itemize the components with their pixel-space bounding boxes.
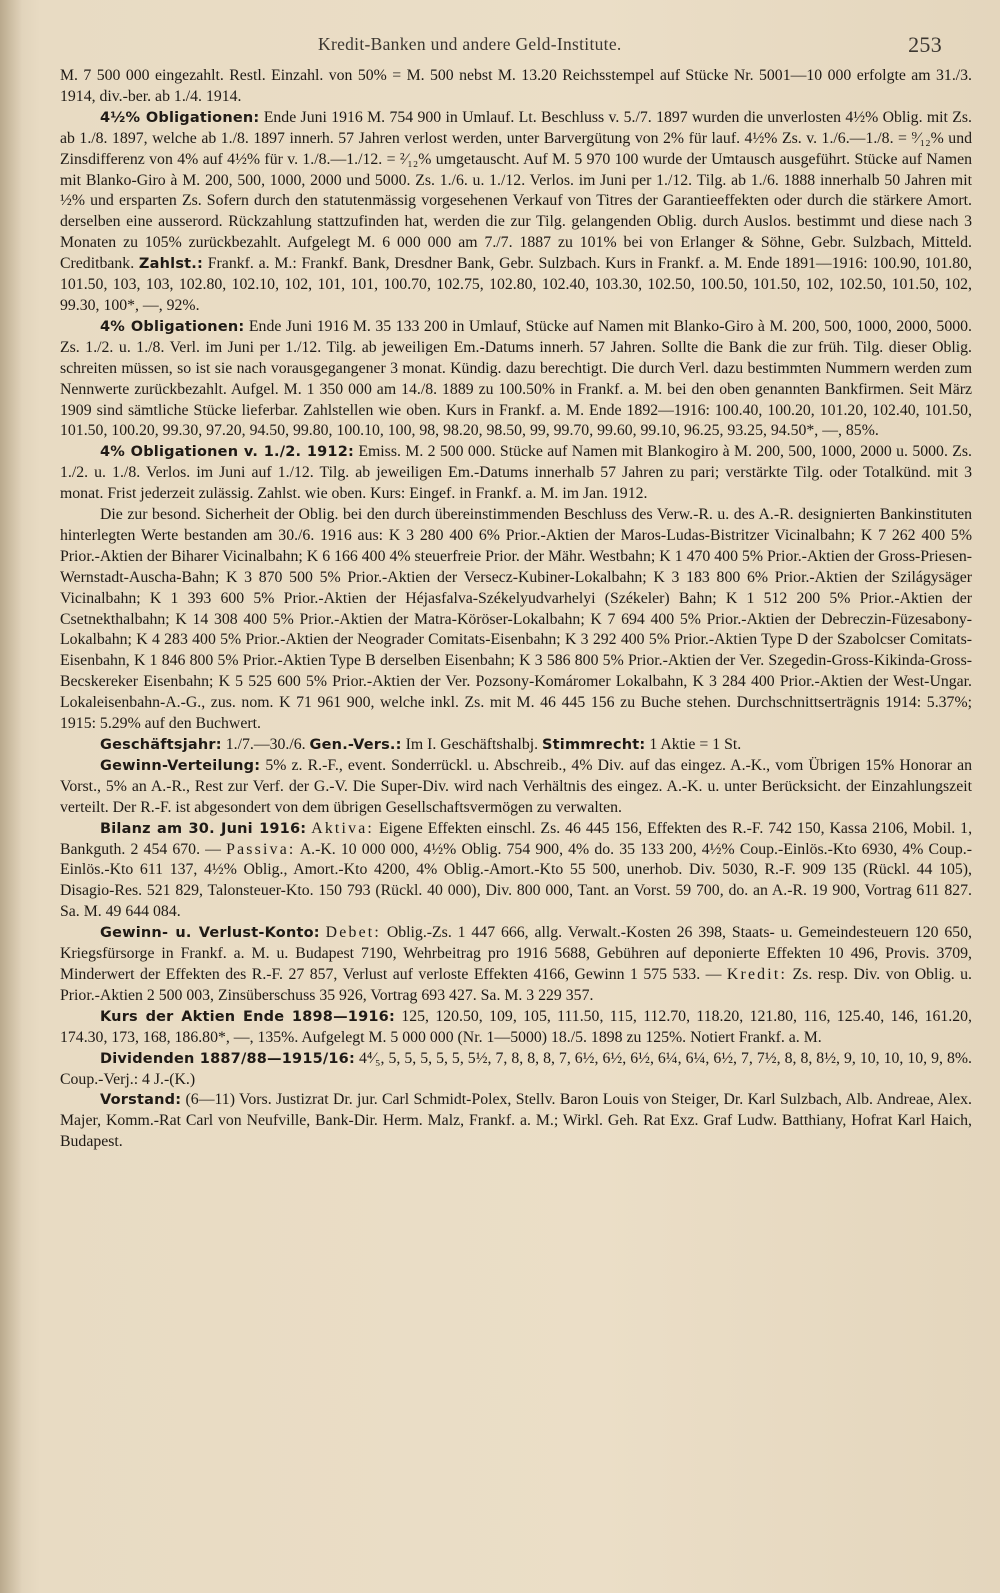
section-heading: Zahlst.:	[138, 256, 203, 273]
paragraph-text: (6—11) Vors. Justizrat Dr. jur. Carl Schmidt-Polex, Stellv. Baron Louis von Steiger, Dr. Karl Sulzbach, Alb. Andreae, Alex. Majer, Komm.-Rat Carl von Neufville, Bank-Dir. Herm. Malz, Frankf. a. M.; Wirkl. Geh. Rat Exz. Graf Ludw. Batthiany, Hofrat Karl Haich, Budapest.	[60, 1091, 972, 1151]
paragraph-text: Die zur besond. Sicherheit der Oblig. bei den durch übereinstimmenden Beschluss des Verw.-R. u. des A.-R. designierten Bankinstituten hinterlegten Werte bestanden am 30./6. 1916 aus: K 3 280 400 6% Prior.-Aktien der Maros-Ludas-Bistritzer Vicinalbahn; K 7 262 400 5% Prior.-Aktien der Biharer Vicinalbahn; K 6 166 400 4% steuerfreie Prior. der Mähr. Westbahn; K 1 470 400 5% Prior.-Aktien der Gross-Priesen-Wernstadt-Auscha-Bahn; K 3 870 500 5% Prior.-Aktien der Versecz-Kubiner-Lokalbahn; K 3 183 800 6% Prior.-Aktien der Szilágysäger Vicinalbahn; K 1 393 600 5% Prior.-Aktien der Héjasfalva-Székelyudvarhelyi (Székeler) Bahn; K 1 512 200 5% Prior.-Aktien der Csetnekthalbahn; K 14 308 400 5% Prior.-Aktien der Matra-Köröser-Lokalbahn; K 7 694 400 5% Prior.-Aktien der Debreczin-Füzesabony-Lokalbahn; K 4 283 400 5% Prior.-Aktien der Neograder Comitats-Eisenbahn; K 3 292 400 5% Prior.-Aktien Type D der Szabolcser Comitats-Eisenbahn, K 1 846 800 5% Prior.-Aktien Type B derselben Eisenbahn; K 3 586 800 5% Prior.-Aktien der Ver. Szegedin-Gross-Kikinda-Gross-Becskereker Eisenbahn; K 5 525 600 5% Prior.-Aktien der Ver. Pozsony-Komáromer Lokalbahn, K 3 284 400 Prior.-Aktien der West-Ungar. Lokaleisenbahn-A.-G., zus. nom. K 71 961 900, welche inkl. Zs. mit M. 46 445 156 zu Buche stehen. Durchschnittserträgnis 1914: 5.37%; 1915: 5.29% auf den Buchwert.	[60, 506, 972, 733]
section-heading: Dividenden 1887/88—1915/16:	[100, 1050, 355, 1067]
paragraph-text: Zs. resp. Div. von Oblig. u. Prior.-Aktien 2 500 003, Zinsüberschuss 35 926, Vortrag 693 427. Sa. M. 3 229 357.	[60, 965, 972, 1004]
running-header	[60, 30, 972, 60]
section-heading: 4½% Obligationen:	[100, 109, 260, 126]
section-heading: 4% Obligationen v. 1./2. 1912:	[100, 444, 354, 461]
paragraph	[60, 1007, 972, 1049]
paragraph	[60, 735, 972, 756]
page-number: 253	[908, 32, 942, 57]
paragraph	[60, 505, 972, 735]
section-heading: 4% Obligationen:	[100, 318, 245, 335]
section-heading: Gen.-Vers.:	[309, 737, 402, 753]
paragraph	[60, 442, 972, 505]
section-heading: Gewinn-Verteilung:	[100, 757, 261, 774]
section-heading: Vorstand:	[100, 1092, 182, 1109]
article-body	[60, 66, 972, 1153]
paragraph	[60, 1049, 972, 1091]
subsection-label: Aktiva:	[311, 819, 375, 837]
section-heading: Kurs der Aktien Ende 1898—1916:	[100, 1008, 395, 1025]
paragraph	[60, 923, 972, 1007]
paragraph-text: 5% z. R.-F., event. Sonderrückl. u. Abschreib., 4% Div. auf das eingez. A.-K., vom Übrigen 15% Honorar an Vorst., 5% an A.-R., Rest zur Verf. der G.-V. Die Super-Div. wird nach Verhältnis des eingez. A.-K. u. unter Berücksicht. der Einzahlungszeit verteilt. Der R.-F. ist abgesondert von dem übrigen Gesellschaftsvermögen zu verwalten.	[60, 756, 972, 816]
paragraph	[60, 108, 972, 317]
paragraph-text: 125, 120.50, 109, 105, 111.50, 115, 112.70, 118.20, 121.80, 116, 125.40, 146, 161.20, 174.30, 173, 168, 186.80*, —, 135%. Aufgelegt M. 5 000 000 (Nr. 1—5000) 18./5. 1898 zu 125%. Notiert Frankf. a. M.	[60, 1007, 972, 1046]
paragraph-text: Oblig.-Zs. 1 447 666, allg. Verwalt.-Kosten 26 398, Staats- u. Gemeindesteuern 120 650, Kriegsfürsorge in Frankf. a. M. u. Budapest 7190, Wehrbeitrag pro 1916 5688, Gebühren auf deponierte Effekten 10 496, Provis. 3709, Minderwert der Effekten des R.-F. 27 857, Verlust auf verloste Effekten 4166, Gewinn 1 575 533. —	[60, 924, 973, 983]
section-heading: Bilanz am 30. Juni 1916:	[100, 820, 307, 837]
paragraph-text: Im I. Geschäftshalbj.	[401, 736, 543, 753]
paragraph-text: Emiss. M. 2 500 000. Stücke auf Namen mit Blankogiro à M. 200, 500, 1000, 2000 u. 5000. Zs. 1./2. u. 1./8. Verlos. im Juni auf 1./12. Tilg. ab jeweiligen Em.-Datums innerhalb 57 Jahren zu pari; verstärkte Tilg. oder Totalkünd. mit 3 monat. Frist jederzeit zulässig. Zahlst. wie oben. Kurs: Eingef. in Frankf. a. M. im Jan. 1912.	[60, 443, 972, 503]
paragraph-text: A.-K. 10 000 000, 4½% Oblig. 754 900, 4% do. 35 133 200, 4½% Coup.-Einlös.-Kto 6930, 4% Coup.-Einlös.-Kto 611 137, 4½% Oblig., Amort.-Kto 4200, 4% Oblig.-Amort.-Kto 55 500, unerhob. Div. 5030, R.-F. 909 135 (Rückl. 44 105), Disagio-Res. 521 829, Talonsteuer-Kto. 150 793 (Rückl. 40 000), Div. 800 000, Tant. an Vorst. 59 700, do. an A.-R. 19 900, Vortrag 611 827. Sa. M. 49 644 084.	[60, 840, 972, 921]
subsection-label: Kredit:	[726, 965, 788, 983]
paragraph	[60, 756, 972, 819]
paragraph-text: Frankf. a. M.: Frankf. Bank, Dresdner Bank, Gebr. Sulzbach. Kurs in Frankf. a. M. Ende 1891—1916: 100.90, 101.80, 101.50, 103, 103, 102.80, 102.10, 102, 101, 101, 100.70, 102.75, 102.80, 102.40, 103.30, 102.50, 100.50, 101.50, 102, 102.50, 101.50, 102, 99.30, 100*, —, 92%.	[60, 255, 973, 314]
page-spine-shadow	[0, 0, 22, 1593]
paragraph-text: Ende Juni 1916 M. 754 900 in Umlauf. Lt. Beschluss v. 5./7. 1897 wurden die unverlosten 4½% Oblig. mit Zs. ab 1./8. 1897, welche ab 1./8. 1897 innerh. 57 Jahren verlost werden, unter Barvergütung von 2% für lauf. 4½% Zs. v. 1./6.—1./8. = ⁹⁄₁₂% und Zinsdifferenz von 4% auf 4½% für v. 1./8.—1./12. = ²⁄₁₂% umgetauscht. Auf M. 5 970 100 wurde der Umtausch ausgeführt. Stücke auf Namen mit Blanko-Giro à M. 200, 500, 1000, 2000 und 5000. Zs. 1./6. u. 1./12. Verlos. im Juni per 1./12. Tilg. ab 1./6. 1888 innerhalb 50 Jahren mit ½% und ersparten Zs. Sofern durch den statutenmässig vorgesehenen Verkauf von Titres der Garantieeffekten oder durch die stärkere Amort. derselben eine ausserord. Rückzahlung stattzufinden hat, werden die zur Tilg. gelangenden Oblig. durch Auslos. bestimmt und diese nach 3 Monaten zu 105% zurückbezahlt. Aufgelegt M. 6 000 000 am 7./7. 1887 zu 101% bei von Erlanger & Söhne, Gebr. Sulzbach, Mitteld. Creditbank.	[60, 108, 972, 273]
paragraph-text: 1 Aktie = 1 St.	[645, 736, 742, 753]
paragraph-text: Ende Juni 1916 M. 35 133 200 in Umlauf, Stücke auf Namen mit Blanko-Giro à M. 200, 500, 1000, 2000, 5000. Zs. 1./2. u. 1./8. Verl. im Juni per 1./12. Tilg. ab jeweiligen Em.-Datums innerh. 57 Jahren. Sollte die Bank die zur früh. Tilg. dieser Oblig. schreiten müssen, so ist sie nach vorausgegangener 3 monat. Kündig. dazu berechtigt. Die durch Verl. dazu bestimmten Nummern werden zum Nennwerte zurückbezahlt. Aufgel. M. 1 350 000 am 14./8. 1889 zu 100.50% in Frankf. a. M. bei den oben genannten Bankfirmen. Seit März 1909 sind sämtliche Stücke lieferbar. Zahlstellen wie oben. Kurs in Frankf. a. M. Ende 1892—1916: 100.40, 100.20, 101.20, 102.40, 101.50, 101.50, 100.20, 99.30, 97.20, 94.50, 99.80, 100.10, 100, 98, 98.20, 98.50, 99, 99.70, 99.60, 99.10, 96.25, 93.25, 94.50*, —, 85%.	[60, 317, 972, 440]
paragraph-text: M. 7 500 000 eingezahlt. Restl. Einzahl. von 50% = M. 500 nebst M. 13.20 Reichsstempel auf Stücke Nr. 5001—10 000 erfolgte am 31./3. 1914, div.-ber. ab 1./4. 1914.	[60, 67, 972, 105]
paragraph-text: 4⁴⁄₅, 5, 5, 5, 5, 5, 5½, 7, 8, 8, 8, 7, 6½, 6½, 6½, 6¼, 6¼, 6½, 7, 7½, 8, 8, 8½, 9, 10, 10, 10, 9, 8%. Coup.-Verj.: 4 J.-(K.)	[60, 1049, 972, 1088]
subsection-label: Passiva:	[226, 840, 296, 858]
subsection-label: Debet:	[325, 924, 381, 942]
section-heading: Gewinn- u. Verlust-Konto:	[100, 925, 320, 942]
header-title: Kredit-Banken und andere Geld-Institute.	[318, 34, 622, 54]
section-heading: Stimmrecht:	[542, 737, 646, 753]
paragraph	[60, 819, 972, 924]
paragraph-text: 1./7.—30./6.	[221, 736, 310, 753]
paragraph	[60, 66, 972, 108]
paragraph	[60, 1090, 972, 1153]
paragraph-text: Eigene Effekten einschl. Zs. 46 445 156, Effekten des R.-F. 742 150, Kassa 2106, Mobil. 1, Bankguth. 2 454 670. —	[60, 819, 973, 858]
paragraph	[60, 317, 972, 442]
section-heading: Geschäftsjahr:	[100, 737, 222, 753]
